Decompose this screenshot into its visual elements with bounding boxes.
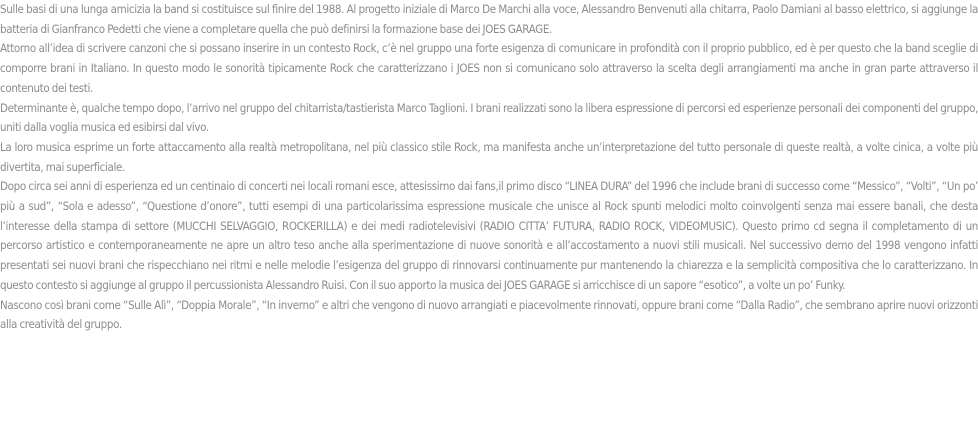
- bio-paragraph: Nascono così brani come “Sulle Alì”, “Doppia Morale”, “In inverno” e altri che vengono di nuovo arrangiati e piacevolmente rinnovati, oppure brani come “Dalla Radio”, che sembrano aprire nuovi orizzonti alla creatività del gruppo.: [0, 297, 978, 332]
- bio-paragraph: Sulle basi di una lunga amicizia la band si costituisce sul finire del 1988. Al progetto iniziale di Marco De Marchi alla voce, Alessandro Benvenuti alla chitarra, Paolo Damiani al basso elettrico, si aggiunge la batteria di Gianfranco Pedetti che viene a completare quella che può definirsi la formazione base dei JOES GARAGE.: [0, 2, 978, 36]
- bio-paragraph: Attorno all’idea di scrivere canzoni che si possano inserire in un contesto Rock, c’è nel gruppo una forte esigenza di comunicare in profondità con il proprio pubblico, ed è per questo che la band sceglie di comporre brani in Italiano. In questo modo le sonorità tipicamente Rock che caratterizzano i JOES non si comunicano solo attraverso la scelta degli arrangiamenti ma anche in gran parte attraverso il contenuto dei testi.: [0, 41, 978, 95]
- bio-paragraph: La loro musica esprime un forte attaccamento alla realtà metropolitana, nel più classico stile Rock, ma manifesta anche un’interpretazione del tutto personale di queste realtà, a volte cinica, a volte più divertita, mai superficiale.: [0, 139, 978, 174]
- bio-paragraph: Dopo circa sei anni di esperienza ed un centinaio di concerti nei locali romani esce, attesissimo dai fans,il primo disco “LINEA DURA” del 1996 che include brani di successo come “Messico”, “Volti”, “Un po’ più a sud”, “Sola e adesso”, “Questione d’onore”, tutti esempi di una particolarissima espressione musicale che unisce al Rock spunti melodici molto coinvolgenti senza mai essere banali, che desta l’interesse della stampa di settore (MUCCHI SELVAGGIO, ROCKERILLA) e dei medi radiotelevisivi (RADIO CITTA’ FUTURA, RADIO ROCK, VIDEOMUSIC). Questo primo cd segna il completamento di un percorso artistico e contemporaneamente ne apre un altro teso anche alla sperimentazione di nuove sonorità e all’accostamento a nuovi stili musicali. Nel successivo demo del 1998 vengono infatti presentati sei nuovi brani che rispecchiano nei ritmi e nelle melodie l’esigenza del gruppo di rinnovarsi continuamente pur mantenendo la chiarezza e la semplicità compositiva che lo caratterizzano. In questo contesto si aggiunge al gruppo il percussionista Alessandro Ruisi. Con il suo apporto la musica dei JOES GARAGE si arricchisce di un sapore “esotico”, a volte un po’ Funky.: [0, 179, 978, 292]
- bio-paragraph: Determinante è, qualche tempo dopo, l’arrivo nel gruppo del chitarrista/tastierista Marco Taglioni. I brani realizzati sono la libera espressione di percorsi ed esperienze personali dei componenti del gruppo, uniti dalla voglia musica ed esibirsi dal vivo.: [0, 100, 978, 135]
